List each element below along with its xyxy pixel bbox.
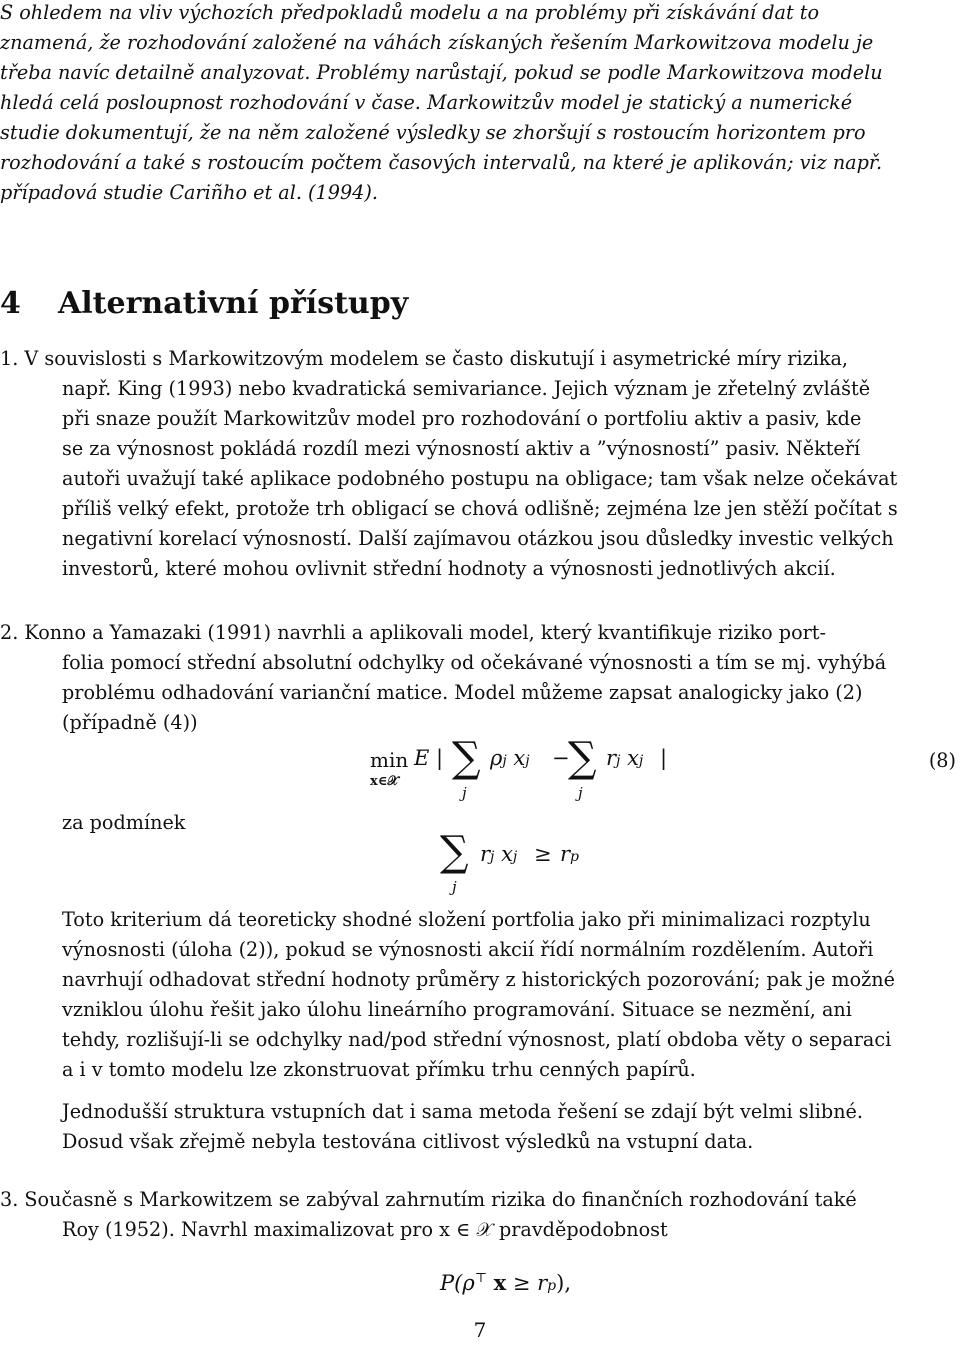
item2-note-line: Jednodušší struktura vstupních dat i sama metoda řešení se zdají být velmi slibné. <box>62 1100 864 1123</box>
item1-line: při snaze použít Markowitzův model pro rozhodování o portfoliu aktiv a pasiv, kde <box>62 407 862 430</box>
sum-symbol: ∑ <box>440 827 469 877</box>
intro-line: hledá celá posloupnost rozhodování v čase. Markowitzův model je statický a numerické <box>0 91 853 114</box>
x-variable: x <box>501 842 513 866</box>
item2-cont-line: vzniklou úlohu řešit jako úlohu lineárního programování. Situace se nezmění, ani <box>62 998 852 1021</box>
intro-line: studie dokumentují, že na něm založené výsledky se zhoršují s rostoucím horizontem pro <box>0 121 866 144</box>
r-subscript: j <box>490 849 495 865</box>
rho-term <box>490 746 530 770</box>
prob-end: ), <box>556 1271 572 1295</box>
intro-line: případová studie Cariñho et al. (1994). <box>0 181 378 204</box>
constraint-lhs <box>480 842 517 866</box>
rho-symbol: ρ <box>462 1271 475 1295</box>
x-subscript: j <box>638 753 644 769</box>
min-operator: min <box>370 748 409 772</box>
expectation: E | <box>414 746 444 770</box>
x-vector: x <box>493 1270 507 1295</box>
item2-line: problému odhadování varianční matice. Model můžeme zapsat analogicky jako (2) <box>62 681 863 704</box>
section-heading <box>0 284 408 324</box>
prob-func: P( <box>440 1271 463 1295</box>
section-title: Alternativní přístupy <box>58 286 409 321</box>
sum-symbol: ∑ <box>568 733 597 783</box>
transpose-mark: ⊤ <box>474 1271 487 1286</box>
minus-sign: − <box>552 746 570 770</box>
sum-index: j <box>462 784 467 802</box>
r-symbol: r <box>537 1271 548 1295</box>
sum-index: j <box>452 878 457 896</box>
item1-line: negativní korelací výnosností. Další zajímavou otázkou jsou důsledky investic velkých <box>62 527 894 550</box>
item2-line: (případně (4)) <box>62 711 198 734</box>
r-symbol: r <box>480 842 491 866</box>
item2-cont-line: Toto kriterium dá teoreticky shodné složení portfolia jako při minimalizaci rozptylu <box>62 908 871 931</box>
r-symbol: r <box>606 746 617 770</box>
sum-index: j <box>578 784 583 802</box>
item2-cont-line: a i v tomto modelu lze zkonstruovat přímku trhu cenných papírů. <box>62 1058 696 1081</box>
r-symbol: r <box>560 842 571 866</box>
abs-bar: | <box>660 746 668 770</box>
item1-line: příliš velký efekt, protože trh obligací se chová odlišně; zejména lze jen stěží počítat s <box>62 497 898 520</box>
intro-line: S ohledem na vliv výchozích předpokladů modelu a na problémy při získávání dat to <box>0 1 820 24</box>
x-variable: x <box>513 746 526 770</box>
rhs-subscript: p <box>547 1278 557 1294</box>
probability-formula <box>440 1262 571 1296</box>
x-subscript: j <box>525 753 530 769</box>
item2-cont-line: výnosnosti (úloha (2)), pokud se výnosnosti akcií řídí normálním rozdělením. Autoři <box>62 938 874 961</box>
sum-symbol: ∑ <box>452 733 481 783</box>
x-subscript: j <box>512 849 518 865</box>
page-number: 7 <box>473 1318 487 1342</box>
item2-cont-line: tehdy, rozlišují-li se odchylky nad/pod střední výnosnost, platí obdoba věty o separaci <box>62 1028 892 1051</box>
item1-line: autoři uvažují také aplikace podobného postupu na obligace; tam však nelze očekávat <box>62 467 898 490</box>
section-number: 4 <box>0 286 21 321</box>
item1-line: např. King (1993) nebo kvadratická semivariance. Jejich význam je zřetelný zvláště <box>62 377 871 400</box>
constraint-formula <box>440 827 640 902</box>
constraint-rhs <box>560 842 579 866</box>
item3-line: 3. Současně s Markowitzem se zabýval zahrnutím rizika do finančních rozhodování také <box>0 1188 857 1211</box>
item1-line: se za výnosnost pokládá rozdíl mezi výnosností aktiv a ”výnosností” pasiv. Někteří <box>62 437 861 460</box>
item1-line: 1. V souvislosti s Markowitzovým modelem se často diskutují i asymetrické míry rizika, <box>0 347 848 370</box>
item1-line: investorů, které mohou ovlivnit střední hodnoty a výnosnosti jednotlivých akcií. <box>62 557 836 580</box>
item2-line: 2. Konno a Yamazaki (1991) navrhli a aplikovali model, který kvantifikuje riziko port- <box>0 621 826 644</box>
rho-symbol: ρ <box>490 746 503 770</box>
equation-8 <box>370 733 840 822</box>
item2-line: folia pomocí střední absolutní odchylky od očekávané výnosnosti a tím se mj. vyhýbá <box>62 651 887 674</box>
item2-cont-line: navrhují odhadovat střední hodnoty průměry z historických pozorování; pak je možné <box>62 968 895 991</box>
min-subscript: x∈𝒳 <box>370 774 399 789</box>
rho-subscript: j <box>502 753 507 769</box>
geq-sign: ≥ <box>534 842 552 866</box>
item2-note-line: Dosud však zřejmě nebyla testována citlivost výsledků na vstupní data. <box>62 1130 754 1153</box>
intro-line: rozhodování a také s rostoucím počtem časových intervalů, na které je aplikován; viz např. <box>0 151 883 174</box>
geq-sign: ≥ <box>512 1271 531 1295</box>
rhs-subscript: p <box>570 849 580 865</box>
item3-line: Roy (1952). Navrhl maximalizovat pro x ∈ 𝒳 pravděpodobnost <box>62 1218 668 1241</box>
condition-label: za podmínek <box>62 811 186 834</box>
r-term <box>606 746 643 770</box>
r-subscript: j <box>616 753 621 769</box>
intro-line: znamená, že rozhodování založené na váhách získaných řešením Markowitzova modelu je <box>0 31 874 54</box>
x-variable: x <box>627 746 639 770</box>
intro-line: třeba navíc detailně analyzovat. Problémy narůstají, pokud se podle Markowitzova modelu <box>0 61 883 84</box>
equation-number: (8) <box>928 749 956 772</box>
